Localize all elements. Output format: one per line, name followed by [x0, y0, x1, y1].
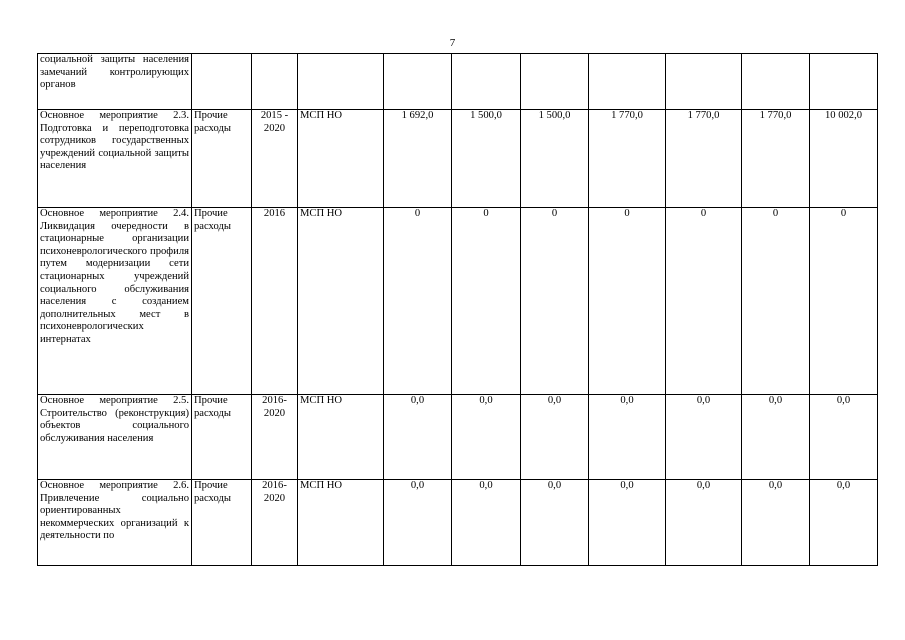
value-cell: 1 500,0: [452, 110, 521, 208]
table-body: [38, 54, 878, 566]
value-cell: [742, 54, 810, 110]
value-cell: 0,0: [810, 480, 878, 566]
description-cell: Основное мероприятие 2.6. Привлечение социально ориентированных некоммерческих организаций к деятельности по: [38, 480, 192, 566]
value-cell: 0: [589, 208, 666, 395]
executor-cell: МСП НО: [298, 395, 384, 480]
value-cell: 0,0: [384, 395, 452, 480]
expense-type-cell: Прочие расходы: [192, 395, 252, 480]
value-cell: 0,0: [452, 480, 521, 566]
executor-cell: МСП НО: [298, 480, 384, 566]
value-cell: 0: [452, 208, 521, 395]
expense-type-cell: Прочие расходы: [192, 110, 252, 208]
description-cell: Основное мероприятие 2.4. Ликвидация очередности в стационарные организации психоневрологического профиля путем модернизации сети стационарных учреждений социального обслуживания населения с созданием дополнительных мест в психоневрологических интернатах: [38, 208, 192, 395]
value-cell: 10 002,0: [810, 110, 878, 208]
table-row: [38, 480, 878, 566]
period-cell: [252, 54, 298, 110]
period-cell: 2016-2020: [252, 480, 298, 566]
value-cell: 0: [742, 208, 810, 395]
period-cell: 2016-2020: [252, 395, 298, 480]
executor-cell: [298, 54, 384, 110]
value-cell: 0,0: [666, 480, 742, 566]
value-cell: 0,0: [521, 395, 589, 480]
value-cell: 1 692,0: [384, 110, 452, 208]
executor-cell: МСП НО: [298, 208, 384, 395]
table-row: [38, 54, 878, 110]
budget-table: [37, 53, 878, 566]
value-cell: 0,0: [589, 395, 666, 480]
expense-type-cell: Прочие расходы: [192, 208, 252, 395]
table-row: [38, 110, 878, 208]
page-number: 7: [449, 37, 456, 49]
value-cell: 1 770,0: [589, 110, 666, 208]
expense-type-cell: Прочие расходы: [192, 480, 252, 566]
value-cell: [384, 54, 452, 110]
period-cell: 2016: [252, 208, 298, 395]
value-cell: 0,0: [521, 480, 589, 566]
value-cell: [589, 54, 666, 110]
table-row: [38, 208, 878, 395]
description-cell: Основное мероприятие 2.3. Подготовка и переподготовка сотрудников государственных учреждений социальной защиты населения: [38, 110, 192, 208]
value-cell: 0: [521, 208, 589, 395]
executor-cell: МСП НО: [298, 110, 384, 208]
value-cell: 0,0: [742, 395, 810, 480]
value-cell: 1 770,0: [742, 110, 810, 208]
period-cell: 2015 - 2020: [252, 110, 298, 208]
value-cell: 0,0: [452, 395, 521, 480]
value-cell: [452, 54, 521, 110]
value-cell: 0,0: [810, 395, 878, 480]
value-cell: 0: [666, 208, 742, 395]
value-cell: 1 770,0: [666, 110, 742, 208]
description-cell: социальной защиты населения замечаний контролирующих органов: [38, 54, 192, 110]
expense-type-cell: [192, 54, 252, 110]
value-cell: 0,0: [742, 480, 810, 566]
value-cell: [521, 54, 589, 110]
value-cell: 0,0: [589, 480, 666, 566]
value-cell: [666, 54, 742, 110]
value-cell: 0,0: [384, 480, 452, 566]
value-cell: 0: [384, 208, 452, 395]
table-row: [38, 395, 878, 480]
description-cell: Основное мероприятие 2.5. Строительство (реконструкция) объектов социального обслуживания населения: [38, 395, 192, 480]
value-cell: 1 500,0: [521, 110, 589, 208]
value-cell: 0,0: [666, 395, 742, 480]
value-cell: [810, 54, 878, 110]
value-cell: 0: [810, 208, 878, 395]
